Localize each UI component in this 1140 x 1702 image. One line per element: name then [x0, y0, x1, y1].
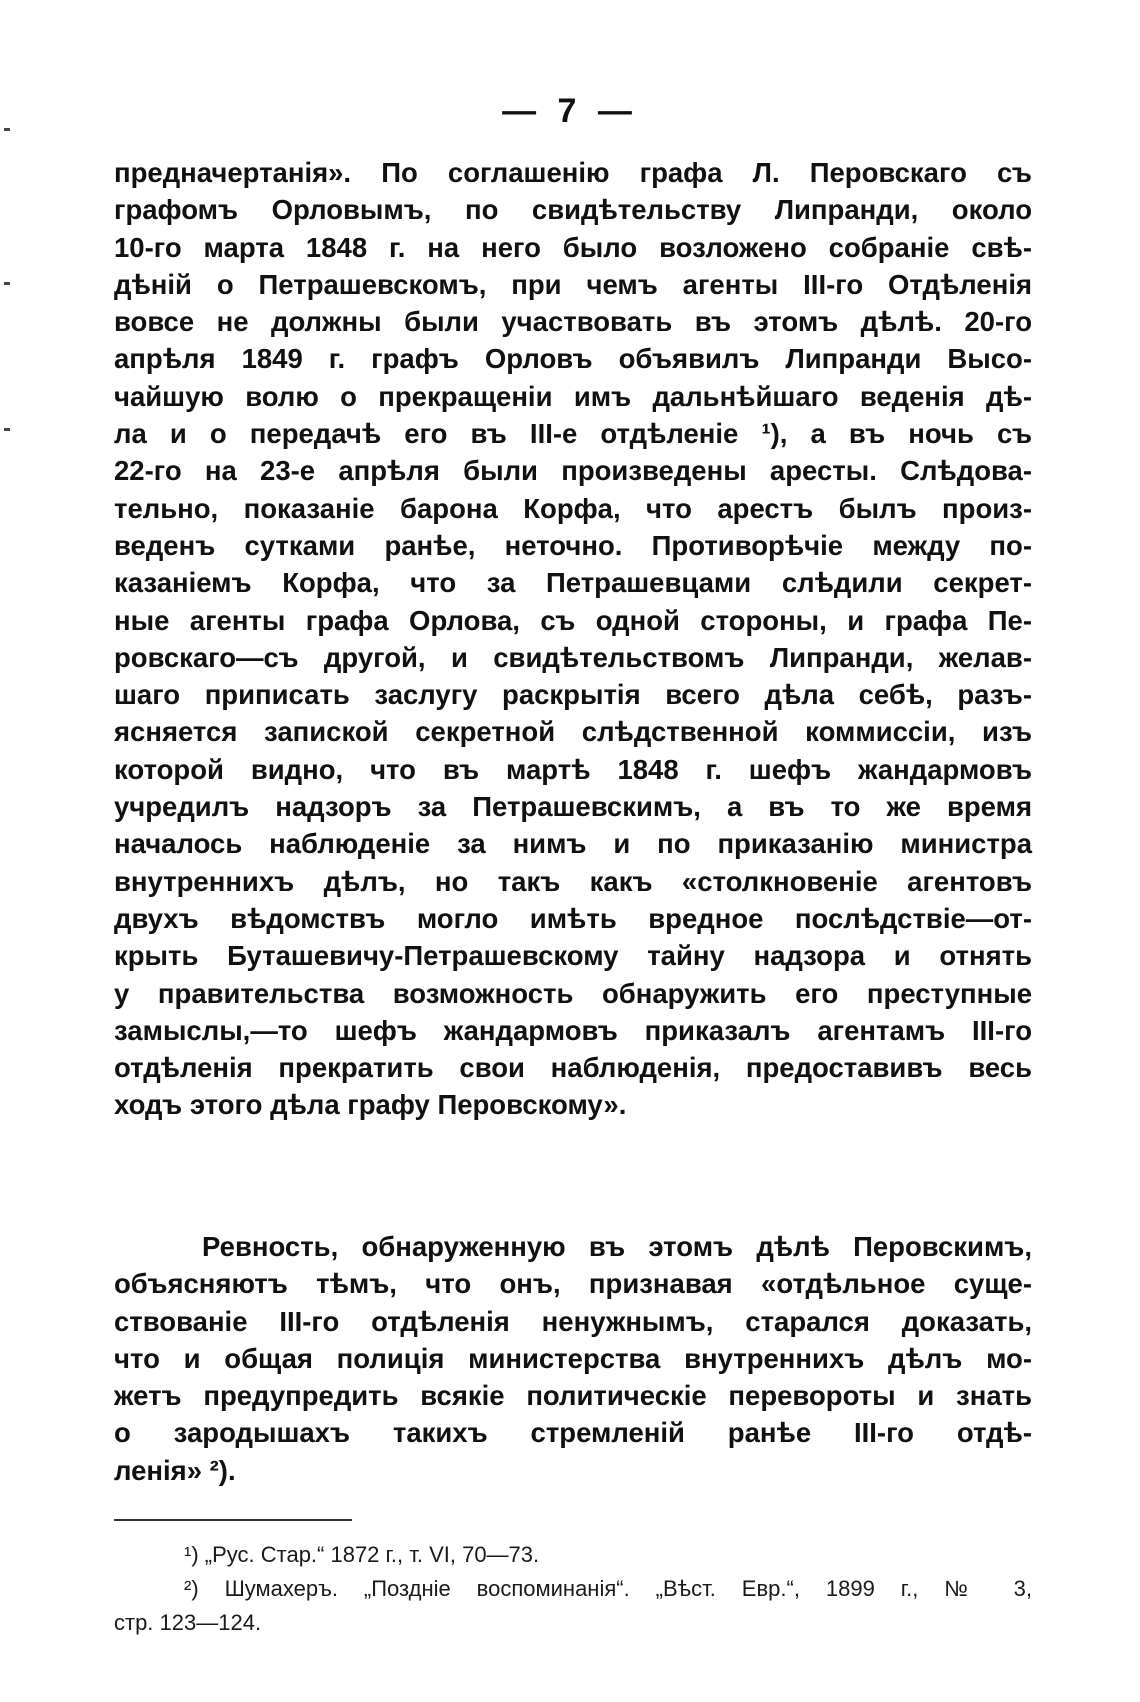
text-line: апрѣля 1849 г. графъ Орловъ объявилъ Липранди Высо- — [114, 343, 1032, 375]
footnote-2-continuation: стр. 123—124. — [114, 1610, 262, 1635]
page-number: — 7 — — [502, 92, 638, 130]
text-line: чайшую волю о прекращеніи имъ дальнѣйшаго веденія дѣ- — [114, 380, 1032, 412]
text-line: 10-го марта 1848 г. на него было возложено собраніе свѣ- — [114, 231, 1032, 263]
text-line: дѣній о Петрашевскомъ, при чемъ агенты III-го Отдѣленія — [114, 268, 1032, 300]
text-line: ствованіе III-го отдѣленія ненужнымъ, старался доказать, — [114, 1305, 1032, 1337]
footnote-1: ¹) „Рус. Стар.“ 1872 г., т. VI, 70—73. — [184, 1542, 540, 1567]
footnote-2: ²) Шумахеръ. „Поздніе воспоминанія“. „Вѣст. Евр.“, 1899 г., № 3, — [184, 1576, 1032, 1601]
text-line: которой видно, что въ мартѣ 1848 г. шефъ жандармовъ — [114, 753, 1032, 785]
margin-mark — [4, 428, 10, 431]
text-line: двухъ вѣдомствъ могло имѣть вредное послѣдствіе—от- — [114, 902, 1032, 934]
text-line: вовсе не должны были участвовать въ этомъ дѣлѣ. 20-го — [114, 306, 1032, 338]
text-line: ровскаго—съ другой, и свидѣтельствомъ Липранди, желав- — [114, 641, 1032, 673]
text-line: ленія» ²). — [114, 1454, 236, 1486]
footnote-divider — [114, 1519, 352, 1521]
text-line: графомъ Орловымъ, по свидѣтельству Липранди, около — [114, 194, 1032, 226]
text-line: казаніемъ Корфа, что за Петрашевцами слѣдили секрет- — [114, 567, 1032, 599]
text-line: тельно, показаніе барона Корфа, что арестъ былъ произ- — [114, 492, 1032, 524]
text-line: замыслы,—то шефъ жандармовъ приказалъ агентамъ III-го — [114, 1014, 1032, 1046]
text-line: ясняется запиской секретной слѣдственной коммиссіи, изъ — [114, 716, 1032, 748]
text-line: ходъ этого дѣла графу Перовскому». — [114, 1089, 627, 1121]
text-line: началось наблюденіе за нимъ и по приказанію министра — [114, 828, 1032, 860]
text-line: ные агенты графа Орлова, съ одной стороны, и графа Пе- — [114, 604, 1032, 636]
text-line: жетъ предупредить всякіе политическіе перевороты и знать — [114, 1380, 1032, 1412]
text-line: Ревность, обнаруженную въ этомъ дѣлѣ Перовскимъ, — [202, 1231, 1032, 1262]
text-line: ла и о передачѣ его въ III-е отдѣленіе ¹), а въ ночь съ — [114, 418, 1032, 450]
text-line: объясняютъ тѣмъ, что онъ, признавая «отдѣльное суще- — [114, 1268, 1032, 1300]
text-line: шаго приписать заслугу раскрытія всего дѣла себѣ, разъ- — [114, 679, 1032, 711]
paragraph-2 — [114, 1228, 1032, 1489]
footnotes — [114, 1538, 1032, 1640]
text-line: учредилъ надзоръ за Петрашевскимъ, а въ то же время — [114, 791, 1032, 823]
paragraph-1 — [114, 154, 1032, 1124]
text-line: у правительства возможность обнаружить его преступные — [114, 977, 1032, 1009]
text-line: отдѣленія прекратить свои наблюденія, предоставивъ весь — [114, 1052, 1032, 1084]
text-line: крыть Буташевичу-Петрашевскому тайну надзора и отнять — [114, 940, 1032, 972]
text-line: о зародышахъ такихъ стремленій ранѣе III-го отдѣ- — [114, 1417, 1032, 1449]
text-line: что и общая полиція министерства внутреннихъ дѣлъ мо- — [114, 1342, 1032, 1374]
margin-mark — [4, 282, 10, 285]
text-line: предначертанія». По соглашенію графа Л. Перовскаго съ — [114, 157, 1032, 188]
text-line: внутреннихъ дѣлъ, но такъ какъ «столкновеніе агентовъ — [114, 865, 1032, 897]
text-line: веденъ сутками ранѣе, неточно. Противорѣчіе между по- — [114, 529, 1032, 561]
text-line: 22-го на 23-е апрѣля были произведены аресты. Слѣдова- — [114, 455, 1032, 487]
